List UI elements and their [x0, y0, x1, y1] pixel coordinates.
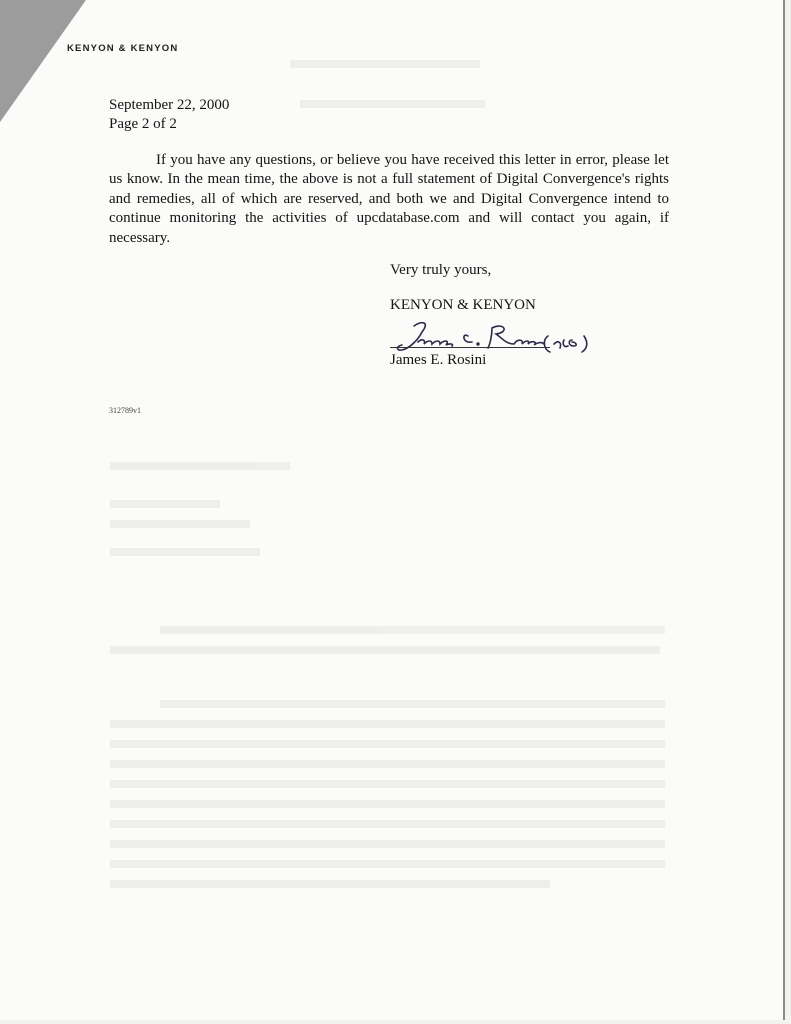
body-paragraph: If you have any questions, or believe you have received this letter in error, please let us know. In the mean time, the above is not a full statement of Digital Convergence's rights and remedies, all of which are reserved, and both we and Digital Convergence intend to continue monitoring the activities of upcdatabase.com and will contact you again, if necessary.	[109, 152, 669, 246]
signature-line	[390, 347, 550, 348]
letter-date: September 22, 2000	[109, 97, 230, 113]
document-number: 312789v1	[109, 406, 141, 415]
page-number: Page 2 of 2	[109, 116, 177, 132]
closing-firm-name: KENYON & KENYON	[390, 297, 536, 313]
closing-salutation: Very truly yours,	[390, 262, 492, 278]
signer-name: James E. Rosini	[390, 352, 487, 368]
letter-header-block	[109, 96, 229, 134]
letterhead-firm-name: KENYON & KENYON	[67, 43, 179, 54]
page-corner-fold	[0, 0, 86, 122]
